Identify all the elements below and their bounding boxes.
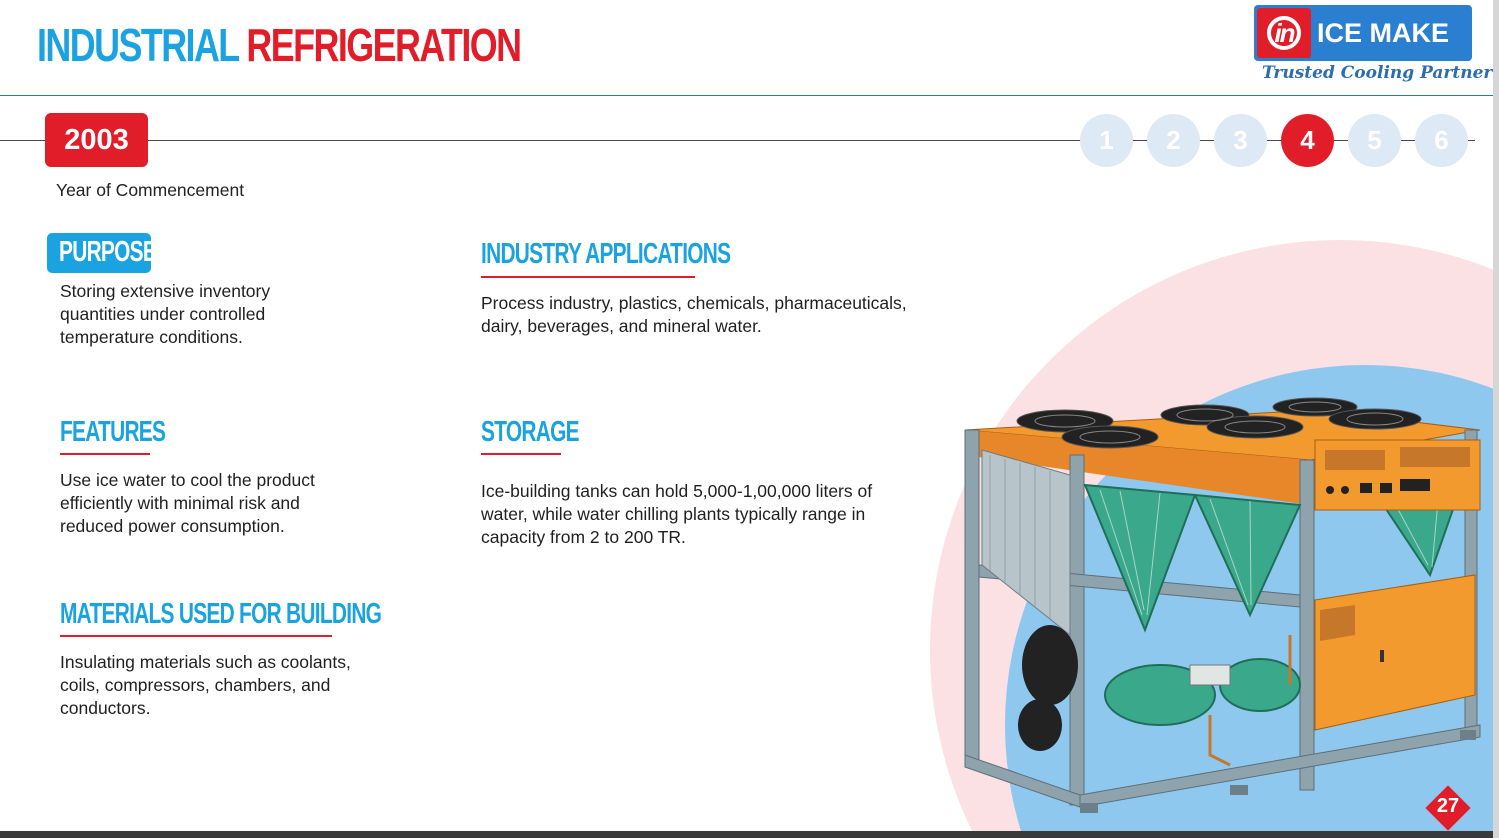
step-navigation xyxy=(1080,114,1468,167)
materials-heading: MATERIALS USED FOR BUILDING xyxy=(60,598,382,630)
page-number: 27 xyxy=(1436,795,1460,817)
features-underline xyxy=(60,453,150,455)
materials-underline xyxy=(60,635,332,637)
step-2[interactable]: 2 xyxy=(1147,114,1200,167)
industrial-chiller-image xyxy=(960,395,1490,825)
storage-underline xyxy=(481,453,561,455)
year-badge: 2003 xyxy=(45,113,148,167)
purpose-line-2: quantities under controlled xyxy=(60,304,266,324)
step-6[interactable]: 6 xyxy=(1415,114,1468,167)
header-divider xyxy=(0,95,1499,96)
logo-brand-text: ICE MAKE xyxy=(1317,17,1450,48)
features-line-3: reduced power consumption. xyxy=(60,516,285,536)
logo-mark-text: in xyxy=(1274,17,1294,48)
industry-applications-heading: INDUSTRY APPLICATIONS xyxy=(481,238,731,270)
industry-applications-line-2: dairy, beverages, and mineral water. xyxy=(481,316,762,336)
materials-text xyxy=(60,651,351,720)
materials-line-2: coils, compressors, chambers, and xyxy=(60,675,331,695)
logo-mark-icon xyxy=(1257,8,1311,58)
industry-applications-text xyxy=(481,292,907,338)
storage-line-1: Ice-building tanks can hold 5,000-1,00,000 liters of xyxy=(481,481,873,501)
bottom-border xyxy=(0,831,1499,838)
page-number-badge xyxy=(1428,788,1468,828)
purpose-line-3: temperature conditions. xyxy=(60,327,243,347)
right-scrollbar-edge xyxy=(1493,0,1499,838)
features-text xyxy=(60,469,315,538)
features-heading: FEATURES xyxy=(60,416,166,448)
step-5[interactable]: 5 xyxy=(1348,114,1401,167)
materials-line-3: conductors. xyxy=(60,698,151,718)
purpose-line-1: Storing extensive inventory xyxy=(60,281,271,301)
purpose-heading: PURPOSE xyxy=(59,236,157,268)
storage-text xyxy=(481,480,872,549)
materials-line-1: Insulating materials such as coolants, xyxy=(60,652,351,672)
page-title-part-2: REFRIGERATION xyxy=(246,19,521,71)
step-1[interactable]: 1 xyxy=(1080,114,1133,167)
ice-make-logo xyxy=(1254,5,1472,61)
storage-line-3: capacity from 2 to 200 TR. xyxy=(481,527,686,547)
storage-line-2: water, while water chilling plants typically range in xyxy=(481,504,866,524)
page-title xyxy=(37,18,521,72)
page-title-part-1: INDUSTRIAL xyxy=(37,19,239,71)
step-3[interactable]: 3 xyxy=(1214,114,1267,167)
industry-applications-line-1: Process industry, plastics, chemicals, pharmaceuticals, xyxy=(481,293,907,313)
storage-heading: STORAGE xyxy=(481,416,579,448)
logo-tagline: Trusted Cooling Partner xyxy=(1262,63,1493,83)
features-line-1: Use ice water to cool the product xyxy=(60,470,315,490)
industry-applications-underline xyxy=(481,276,695,278)
purpose-text xyxy=(60,280,270,349)
year-caption: Year of Commencement xyxy=(56,180,245,200)
features-line-2: efficiently with minimal risk and xyxy=(60,493,300,513)
step-4-active[interactable]: 4 xyxy=(1281,114,1334,167)
